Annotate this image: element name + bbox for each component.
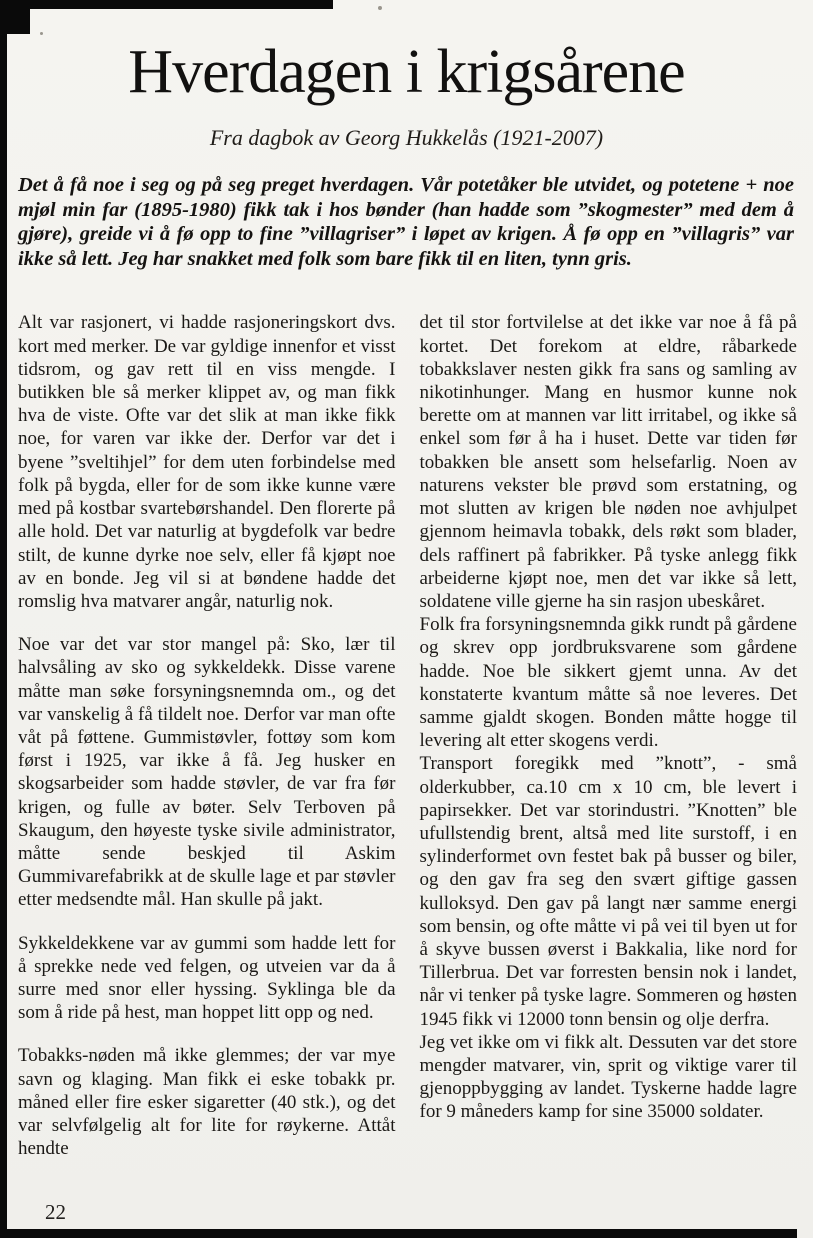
- scan-speck-artifact: [40, 32, 43, 35]
- left-column: [18, 311, 396, 1160]
- paragraph: Jeg vet ikke om vi fikk alt. Dessuten var det store mengder matvarer, vin, sprit og viktige varer til gjenoppbygging av landet. Tyskerne hadde lagre for 9 måneders kamp for sine 35000 soldater.: [419, 1031, 797, 1123]
- scan-speck-artifact: [378, 6, 382, 10]
- paragraph: Sykkeldekkene var av gummi som hadde lett for å sprekke nede ved felgen, og utveien var da å surre med snor eller hyssing. Syklinga ble da som å ride på hest, man hoppet litt opp og ned.: [18, 932, 396, 1024]
- scan-edge-bottom-artifact: [0, 1229, 797, 1238]
- scan-edge-top-artifact: [0, 0, 333, 9]
- page-subtitle: Fra dagbok av Georg Hukkelås (1921-2007): [209, 125, 604, 151]
- scan-corner-topleft-artifact: [0, 0, 30, 34]
- scan-edge-left-artifact: [0, 0, 7, 1238]
- paragraph: Noe var det var stor mangel på: Sko, lær til halvsåling av sko og sykkeldekk. Disse varene måtte man søke forsyningsnemnda om., og det var vanskelig å få tildelt noe. Derfor var man ofte våt på føttene. Gummistøvler, fottøy som kom først i 1925, var ikke å få. Jeg husker en skogsarbeider som hadde støvler, de var fra før krigen, og fulle av bøter. Selv Terboven på Skaugum, den høyeste tyske sivile administrator, måtte sende beskjed til Askim Gummivarefabrikk at de skulle lage et par støvler etter medsendte mål. Han skulle på jakt.: [18, 634, 396, 911]
- intro-paragraph: Det å få noe i seg og på seg preget hverdagen. Vår potetåker ble utvidet, og potetene + noe mjøl min far (1895-1980) fikk tak i hos bønder (han hadde som ”skogmester” med dem å gjøre), greide vi å fø opp to fine ”villagriser” i løpet av krigen. Å fø opp en ”villagris” var ikke så lett. Jeg har snakket med folk som bare fikk til en liten, tynn gris.: [18, 174, 794, 270]
- paragraph: Tobakks-nøden må ikke glemmes; der var mye savn og klaging. Man fikk ei eske tobakk pr. måned eller fire esker sigaretter (40 stk.), og det var selvfølgelig alt for lite for røykerne. Attåt hendte: [18, 1045, 396, 1160]
- paragraph: Alt var rasjonert, vi hadde rasjoneringskort dvs. kort med merker. De var gyldige innenfor et visst tidsrom, og gav rett til en viss mengde. I butikken ble så merker klippet av, og man fikk hva de viste. Ofte var det slik at man ikke fikk noe, for varen var ikke der. Derfor var det i byene ”sveltihjel” for dem uten forbindelse med folk på bygda, eller for de som ikke kunne være med på kostbar svartebørshandel. Den florerte på alle hold. Det var naturlig at bygdefolk var bedre stilt, de kunne dyrke noe selv, eller få kjøpt noe av en bonde. Jeg vil si at bøndene hadde det romslig hva matvarer angår, naturlig nok.: [18, 312, 396, 612]
- page-title: Hverdagen i krigsårene: [128, 38, 685, 106]
- paragraph: Transport foregikk med ”knott”, - små olderkubber, ca.10 cm x 10 cm, ble levert i papirsekker. Det var storindustri. ”Knotten” ble ufullstendig brent, altså med lite surstoff, i en sylinderformet ovn festet bak på busser og biler, og den gav fra seg den svært giftige gassen kulloksyd. Den gav på langt nær samme energi som bensin, og ofte måtte vi på vei til byen ut for å skyve bussen øverst i Bakkalia, like nord for Tillerbrua. Det var forresten bensin nok i landet, når vi tenker på tyske lagre. Sommeren og høsten 1945 fikk vi 12000 tonn bensin og olje derfra.: [419, 753, 797, 1030]
- page-number: 22: [45, 1200, 66, 1224]
- paragraph: det til stor fortvilelse at det ikke var noe å få på kortet. Det forekom at eldre, råbarkede tobakkslaver nesten gikk fra sans og samling av nikotinhunger. Mang en husmor kunne nok berette om at mannen var litt irritabel, og ikke så enkel som før å ha i huset. Dette var tiden før tobakken ble ansett som helsefarlig. Noen av naturens vekster ble prøvd som erstatning, og mot slutten av krigen ble nøden noe avhjulpet gjennom heimavla tobakk, dels røkt som blader, dels raffinert på fabrikker. På tyske anlegg fikk arbeiderne kjøpt noe, men det var ikke så lett, soldatene ville gjerne ha sin rasjon ubeskåret.: [419, 312, 797, 612]
- right-column: [420, 311, 798, 1160]
- paragraph: Folk fra forsyningsnemnda gikk rundt på gårdene og skrev opp jordbruksvarene som gårdene hadde. Noe ble sikkert gjemt unna. Av det konstaterte kvantum måtte så noe leveres. Det samme gjaldt skogen. Bonden måtte hogge til levering alt etter skogens verdi.: [419, 614, 797, 752]
- two-column-body: [18, 311, 797, 1160]
